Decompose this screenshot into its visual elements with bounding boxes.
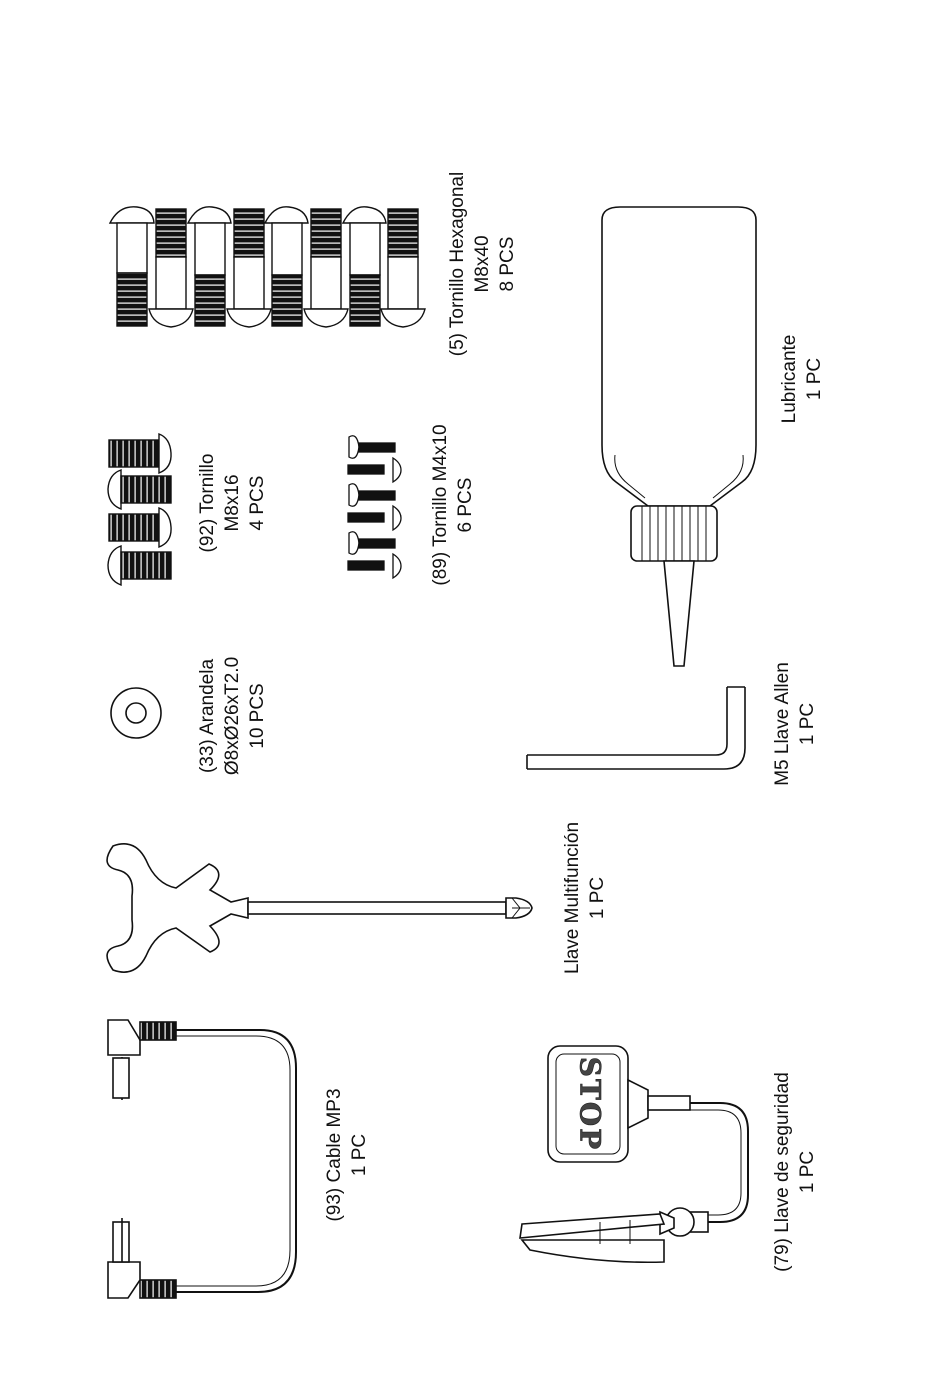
hex-bolt xyxy=(381,209,425,327)
label-line: M8x40 xyxy=(472,235,493,293)
screw-m4x10 xyxy=(348,458,401,482)
screw-m4x10-group xyxy=(348,436,401,578)
label-line: Llave Multifunción xyxy=(562,821,583,975)
hex-bolt xyxy=(343,207,386,326)
lubricant-bottle xyxy=(602,207,756,666)
label-tornillo-hexagonal xyxy=(445,154,520,374)
mp3-cable xyxy=(108,1020,296,1298)
allen-key xyxy=(527,687,745,769)
label-line: (93) Cable MP3 xyxy=(324,1088,345,1222)
label-lubricante xyxy=(777,328,827,430)
label-arandela xyxy=(195,646,270,786)
screw-m4x10 xyxy=(348,506,401,530)
label-llave-seguridad xyxy=(770,1042,820,1302)
hex-bolt xyxy=(149,209,193,327)
label-line: 6 PCS xyxy=(455,477,476,533)
screw-m4x10 xyxy=(349,532,395,555)
screw-m8x16 xyxy=(108,546,171,585)
label-line: 4 PCS xyxy=(247,475,268,531)
safety-key xyxy=(520,1046,748,1262)
hex-bolt xyxy=(110,207,154,326)
label-line: (5) Tornillo Hexagonal xyxy=(447,171,468,357)
hex-bolt xyxy=(188,207,231,326)
label-line: Lubricante xyxy=(779,334,800,424)
label-line: M8x16 xyxy=(222,474,243,532)
label-cable-mp3 xyxy=(322,1080,372,1230)
screw-m4x10 xyxy=(349,484,395,507)
label-llave-allen xyxy=(770,654,820,794)
hex-bolt xyxy=(265,207,308,326)
stop-button-text: STOP xyxy=(573,1056,607,1152)
hex-bolt-group xyxy=(110,207,425,327)
multi-function-wrench xyxy=(107,844,532,972)
screw-m8x16 xyxy=(109,434,171,473)
label-line: 1 PC xyxy=(587,876,608,920)
label-llave-multifuncion xyxy=(560,808,610,988)
label-line: 8 PCS xyxy=(497,236,518,292)
label-line: 10 PCS xyxy=(247,683,268,749)
label-line: (79) Llave de seguridad xyxy=(772,1072,793,1272)
screw-m4x10 xyxy=(349,436,395,459)
label-line: 1 PC xyxy=(797,1150,818,1194)
label-line: 1 PC xyxy=(797,702,818,746)
label-tornillo-m8x16 xyxy=(195,438,270,568)
screw-m8x16 xyxy=(109,508,171,547)
label-tornillo-m4x10 xyxy=(428,412,478,598)
label-line: (92) Tornillo xyxy=(197,453,218,553)
screw-m8x16 xyxy=(108,470,171,509)
screw-m8x16-group xyxy=(108,434,171,585)
label-line: M5 Llave Allen xyxy=(772,662,793,786)
screw-m4x10 xyxy=(348,554,401,578)
hex-bolt xyxy=(304,209,348,327)
label-line: 1 PC xyxy=(804,357,825,401)
label-line: (33) Arandela xyxy=(197,658,218,774)
hex-bolt xyxy=(227,209,271,327)
label-line: Ø8xØ26xT2.0 xyxy=(222,656,243,776)
label-line: 1 PC xyxy=(349,1133,370,1177)
label-line: (89) Tornillo M4x10 xyxy=(430,424,451,586)
washer xyxy=(111,688,161,738)
